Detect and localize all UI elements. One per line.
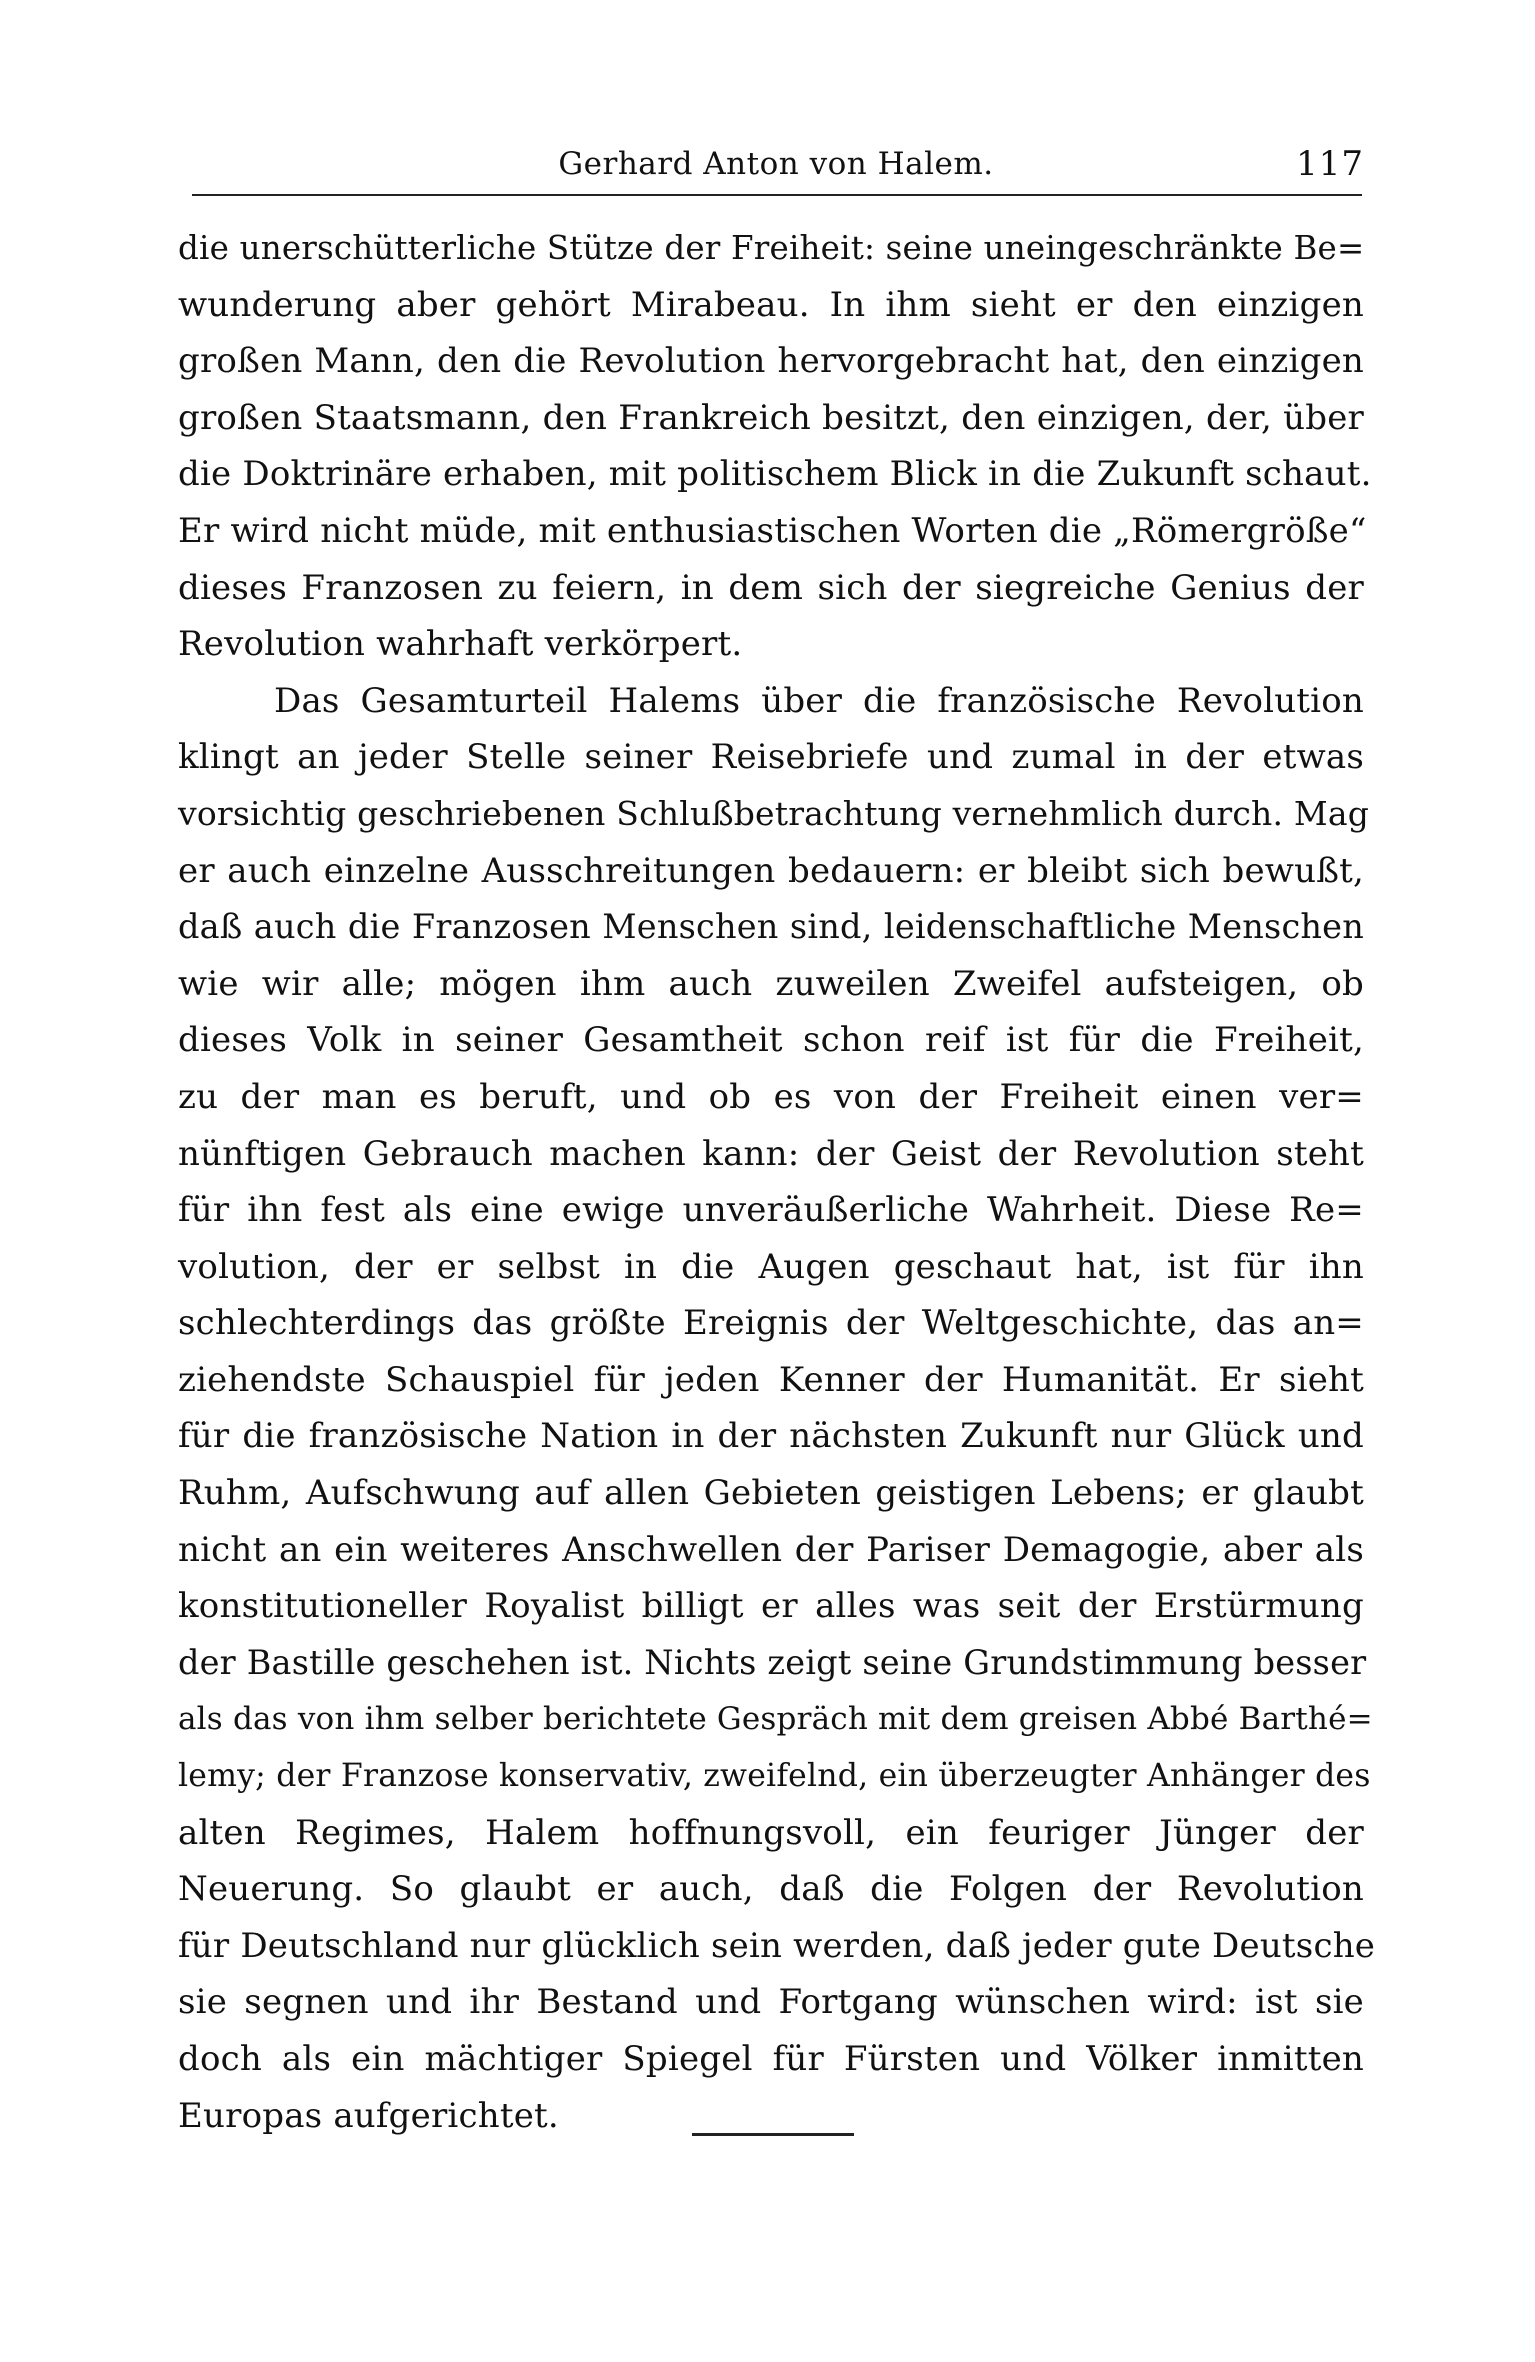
text-line: dieses Volk in seiner Gesamtheit schon reif ist für die Freiheit,: [178, 1020, 1364, 1061]
body-text: [178, 220, 1376, 2144]
text-line: sie segnen und ihr Bestand und Fortgang wünschen wird: ist sie: [178, 1982, 1364, 2023]
paragraph: [178, 220, 1372, 673]
text-line: konstitutioneller Royalist billigt er alles was seit der Erstürmung: [178, 1586, 1364, 1627]
page-number: 117: [1296, 144, 1364, 184]
text-line: klingt an jeder Stelle seiner Reisebriefe und zumal in der etwas: [178, 737, 1364, 778]
text-line: Revolution wahrhaft verkörpert.: [178, 624, 743, 665]
text-line: Er wird nicht müde, mit enthusiastischen Worten die „Römergröße“: [178, 510, 1367, 551]
text-line: wie wir alle; mögen ihm auch zuweilen Zweifel aufsteigen, ob: [178, 963, 1364, 1004]
text-line: Das Gesamturteil Halems über die französische Revolution: [274, 680, 1364, 721]
text-line: doch als ein mächtiger Spiegel für Fürsten und Völker inmitten: [178, 2039, 1364, 2079]
page-header: [180, 142, 1372, 190]
text-line: für Deutschland nur glücklich sein werden, daß jeder gute Deutsche: [178, 1925, 1376, 1966]
text-line: schlechterdings das größte Ereignis der Weltgeschichte, das an=: [178, 1303, 1364, 1344]
text-line: Ruhm, Aufschwung auf allen Gebieten geistigen Lebens; er glaubt: [178, 1473, 1364, 1514]
text-line: daß auch die Franzosen Menschen sind, leidenschaftliche Menschen: [178, 907, 1364, 947]
running-title: Gerhard Anton von Halem.: [558, 146, 994, 182]
text-line: volution, der er selbst in die Augen geschaut hat, ist für ihn: [178, 1246, 1364, 1287]
header-rule: [192, 194, 1362, 196]
text-line: für die französische Nation in der nächsten Zukunft nur Glück und: [178, 1416, 1364, 1457]
section-end-rule: [692, 2133, 854, 2136]
text-line: vorsichtig geschriebenen Schlußbetrachtung vernehmlich durch. Mag: [178, 793, 1370, 833]
text-line: Neuerung. So glaubt er auch, daß die Folgen der Revolution: [178, 1869, 1364, 1910]
paragraph: [178, 673, 1376, 2144]
text-line: der Bastille geschehen ist. Nichts zeigt seine Grundstimmung besser: [178, 1642, 1367, 1682]
text-line: großen Mann, den die Revolution hervorgebracht hat, den einzigen: [178, 341, 1364, 382]
text-line: als das von ihm selber berichtete Gespräch mit dem greisen Abbé Barthé=: [178, 1701, 1373, 1738]
text-line: dieses Franzosen zu feiern, in dem sich der siegreiche Genius der: [178, 567, 1364, 608]
text-line: großen Staatsmann, den Frankreich besitzt, den einzigen, der, über: [178, 397, 1364, 438]
text-line: für ihn fest als eine ewige unveräußerliche Wahrheit. Diese Re=: [178, 1190, 1364, 1231]
text-line: nünftigen Gebrauch machen kann: der Geist der Revolution steht: [178, 1133, 1364, 1174]
text-line: lemy; der Franzose konservativ, zweifelnd, ein überzeugter Anhänger des: [178, 1758, 1371, 1795]
text-line: ziehendste Schauspiel für jeden Kenner der Humanität. Er sieht: [178, 1359, 1364, 1400]
text-line: nicht an ein weiteres Anschwellen der Pariser Demagogie, aber als: [178, 1529, 1364, 1570]
text-line: die Doktrinäre erhaben, mit politischem Blick in die Zukunft schaut.: [178, 454, 1372, 495]
text-line: er auch einzelne Ausschreitungen bedauern: er bleibt sich bewußt,: [178, 850, 1364, 891]
text-line: alten Regimes, Halem hoffnungsvoll, ein feuriger Jünger der: [178, 1812, 1364, 1853]
text-line: zu der man es beruft, und ob es von der Freiheit einen ver=: [178, 1076, 1364, 1117]
text-line: wunderung aber gehört Mirabeau. In ihm sieht er den einzigen: [178, 284, 1364, 325]
text-line: die unerschütterliche Stütze der Freiheit: seine uneingeschränkte Be=: [178, 229, 1365, 267]
text-line: Europas aufgerichtet.: [178, 2095, 559, 2136]
